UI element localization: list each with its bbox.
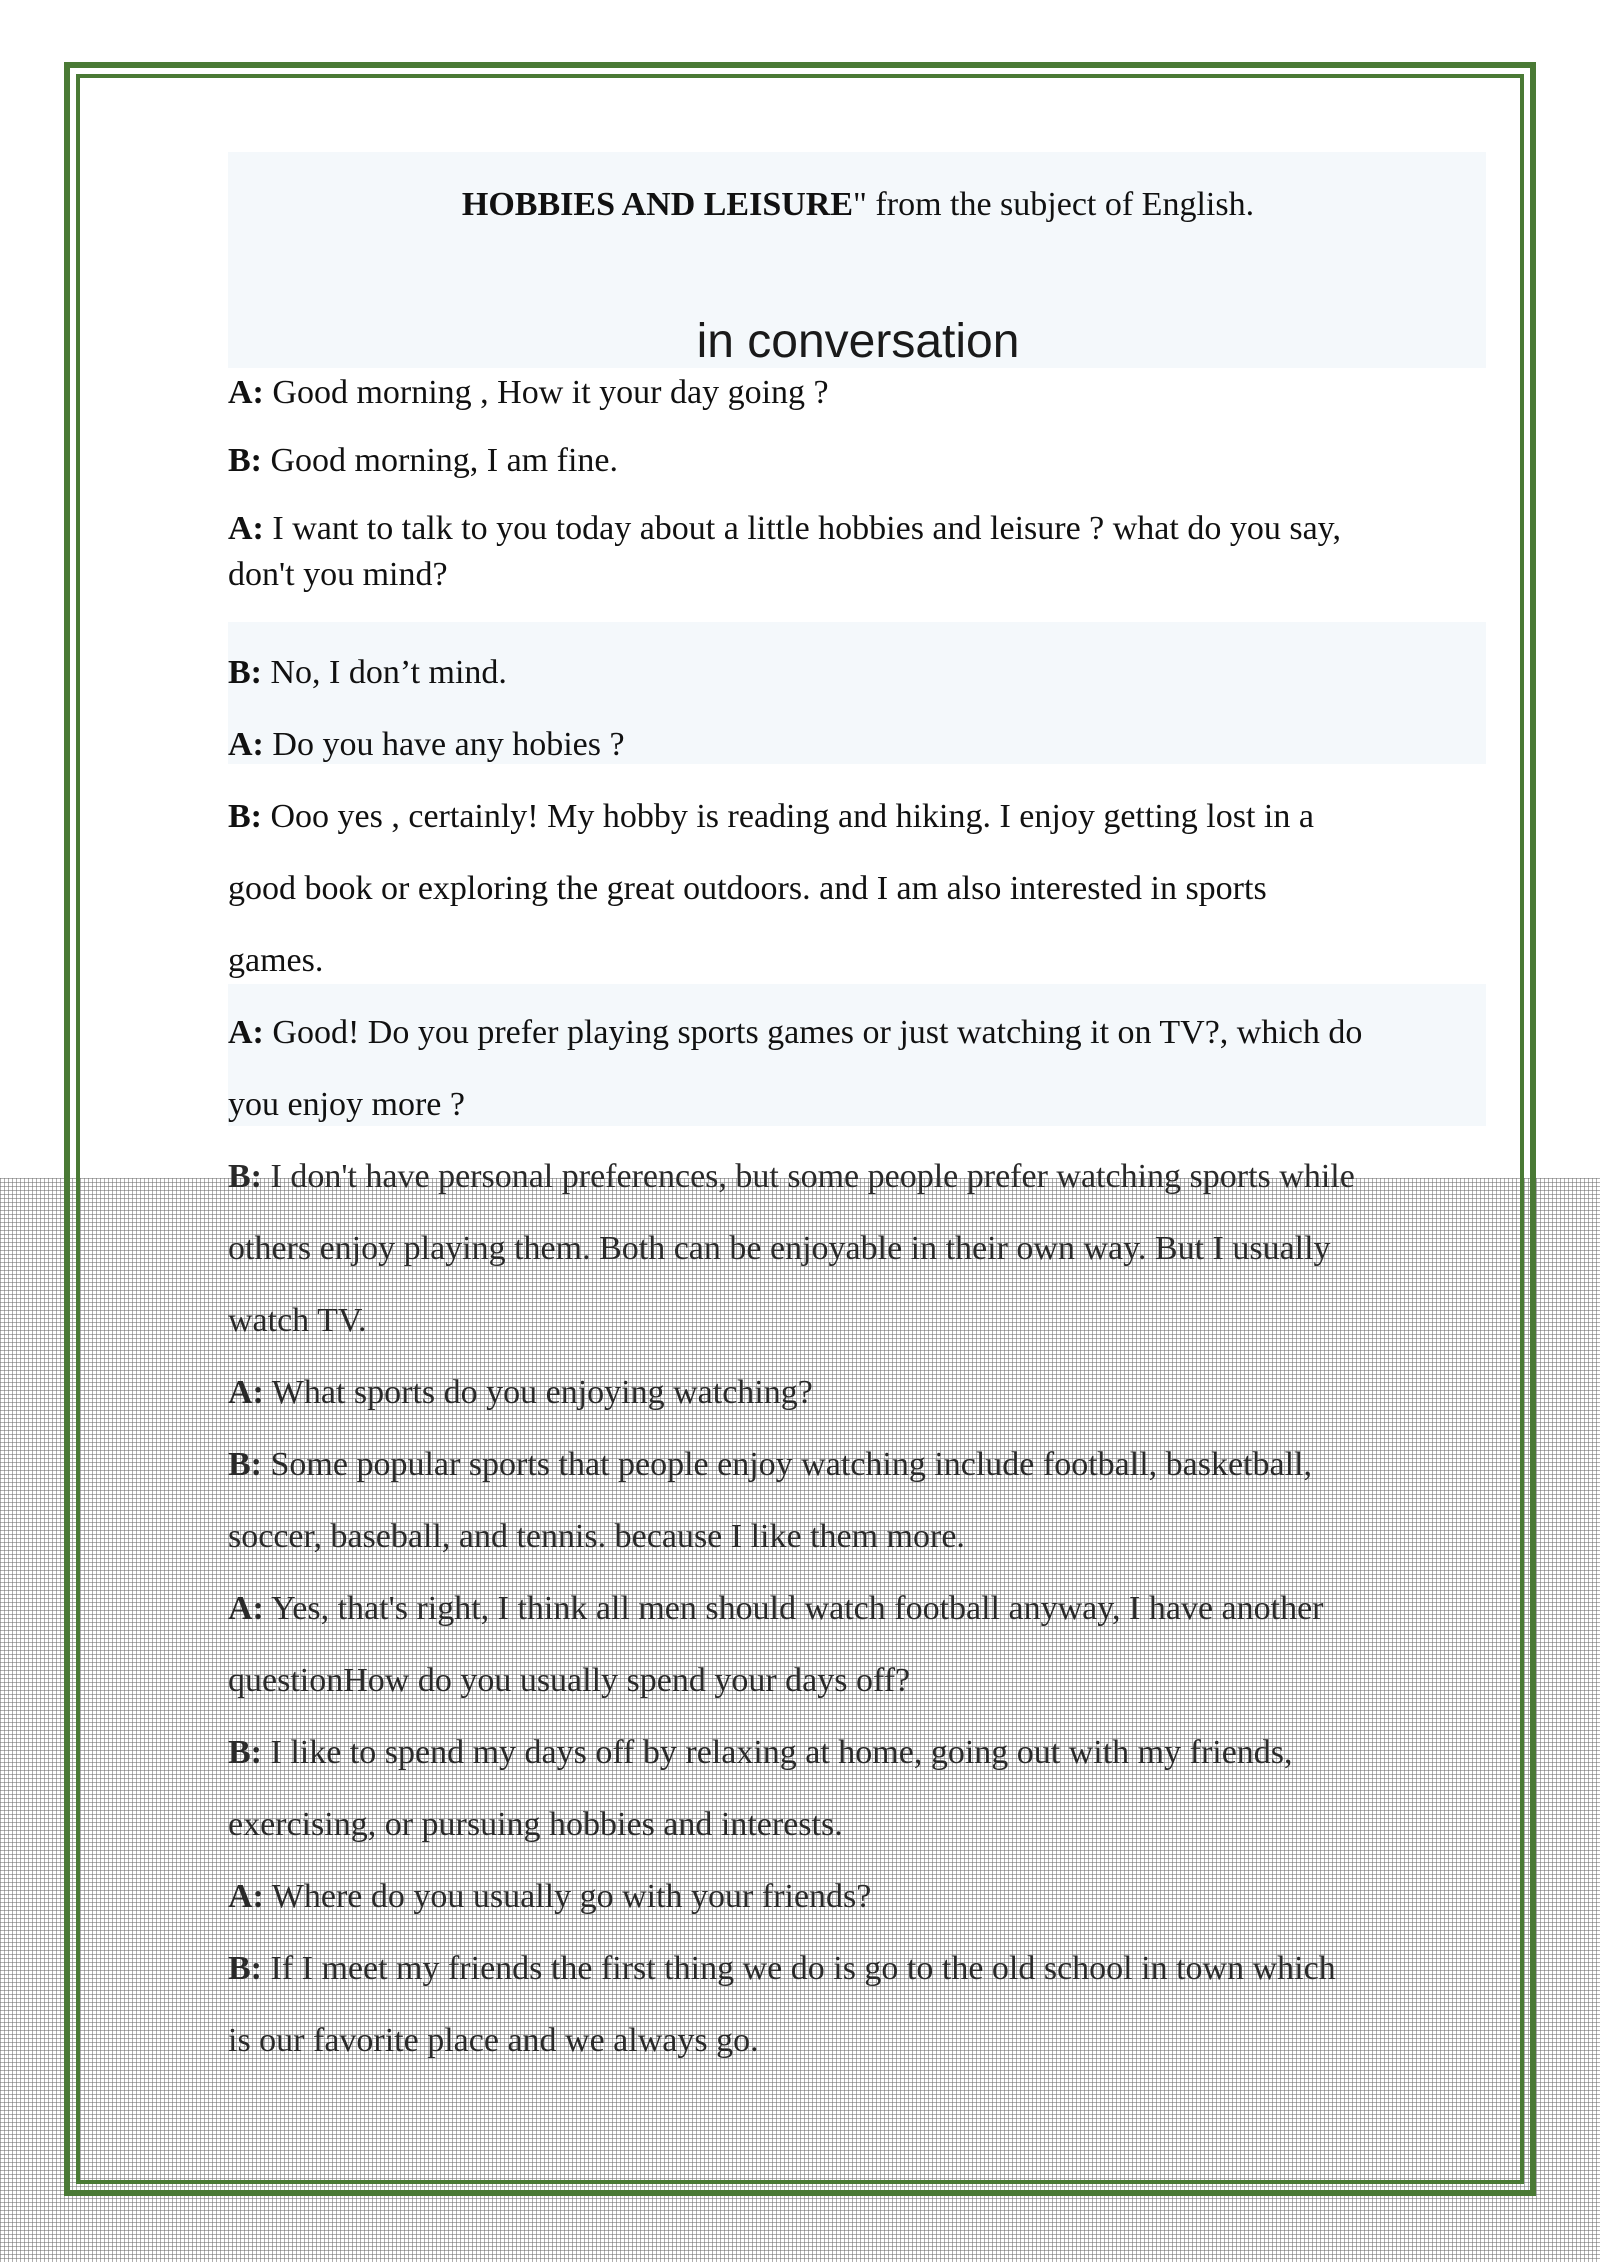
dialogue-line xyxy=(228,1514,1488,1560)
dialogue-line xyxy=(228,1802,1488,1848)
dialogue-line xyxy=(228,1730,1488,1776)
dialogue-line xyxy=(228,1226,1488,1272)
speaker-label: B: xyxy=(228,1446,262,1483)
dialogue-line xyxy=(228,650,1488,696)
dialogue-line xyxy=(228,1298,1488,1344)
dialogue-line xyxy=(228,552,1488,598)
dialogue-text: watch TV. xyxy=(228,1302,367,1339)
dialogue-line xyxy=(228,1010,1488,1056)
speaker-label: A: xyxy=(228,1374,264,1411)
speaker-label: B: xyxy=(228,1950,262,1987)
title-bold: HOBBIES AND LEISURE xyxy=(461,186,854,223)
speaker-label: B: xyxy=(228,798,262,835)
dialogue-line xyxy=(228,1154,1488,1200)
dialogue-text: games. xyxy=(228,942,324,979)
dialogue-text: don't you mind? xyxy=(228,556,448,593)
dialogue-text: Do you have any hobies ? xyxy=(263,726,625,763)
dialogue-text: I like to spend my days off by relaxing at home, going out with my friends, xyxy=(262,1734,1293,1771)
title-rest: " from the subject of English. xyxy=(853,186,1255,223)
dialogue-text: you enjoy more ? xyxy=(228,1086,465,1123)
dialogue-text: Good! Do you prefer playing sports games or just watching it on TV?, which do xyxy=(263,1014,1363,1051)
dialogue-text: Ooo yes , certainly! My hobby is reading and hiking. I enjoy getting lost in a xyxy=(262,798,1314,835)
dialogue-line xyxy=(228,1586,1488,1632)
dialogue-line xyxy=(228,1946,1488,1992)
dialogue-line xyxy=(228,1658,1488,1704)
document-title xyxy=(228,182,1488,228)
speaker-label: B: xyxy=(228,1158,262,1195)
dialogue-text: I don't have personal preferences, but some people prefer watching sports while xyxy=(262,1158,1355,1195)
speaker-label: A: xyxy=(228,510,264,547)
speaker-label: A: xyxy=(228,1014,264,1051)
dialogue-line xyxy=(228,370,1488,416)
dialogue-line xyxy=(228,1082,1488,1128)
dialogue-line xyxy=(228,866,1488,912)
speaker-label: B: xyxy=(228,442,262,479)
speaker-label: B: xyxy=(228,654,262,691)
speaker-label: B: xyxy=(228,1734,262,1771)
dialogue-text: good book or exploring the great outdoors. and I am also interested in sports xyxy=(228,870,1267,907)
dialogue-text: questionHow do you usually spend your days off? xyxy=(228,1662,911,1699)
dialogue-text: Where do you usually go with your friends? xyxy=(263,1878,872,1915)
dialogue-text: is our favorite place and we always go. xyxy=(228,2022,759,2059)
dialogue-line xyxy=(228,2018,1488,2064)
dialogue-text: exercising, or pursuing hobbies and interests. xyxy=(228,1806,843,1843)
dialogue-line xyxy=(228,506,1488,552)
dialogue-line xyxy=(228,1442,1488,1488)
dialogue-text: soccer, baseball, and tennis. because I like them more. xyxy=(228,1518,965,1555)
dialogue-text: What sports do you enjoying watching? xyxy=(263,1374,813,1411)
dialogue-text: I want to talk to you today about a little hobbies and leisure ? what do you say, xyxy=(263,510,1341,547)
document-subtitle: in conversation xyxy=(696,315,1020,368)
speaker-label: A: xyxy=(228,374,264,411)
dialogue-text: If I meet my friends the first thing we do is go to the old school in town which xyxy=(262,1950,1336,1987)
speaker-label: A: xyxy=(228,726,264,763)
dialogue-text: Good morning , How it your day going ? xyxy=(263,374,829,411)
dialogue-text: Yes, that's right, I think all men should watch football anyway, I have another xyxy=(263,1590,1324,1627)
dialogue-line xyxy=(228,938,1488,984)
speaker-label: A: xyxy=(228,1590,264,1627)
dialogue-line xyxy=(228,722,1488,768)
dialogue-line xyxy=(228,794,1488,840)
dialogue-line xyxy=(228,1370,1488,1416)
dialogue-text: others enjoy playing them. Both can be enjoyable in their own way. But I usually xyxy=(228,1230,1331,1267)
dialogue-line xyxy=(228,1874,1488,1920)
speaker-label: A: xyxy=(228,1878,264,1915)
dialogue-text: Some popular sports that people enjoy watching include football, basketball, xyxy=(262,1446,1312,1483)
dialogue-line xyxy=(228,438,1488,484)
dialogue-text: No, I don’t mind. xyxy=(262,654,507,691)
dialogue-text: Good morning, I am fine. xyxy=(262,442,618,479)
